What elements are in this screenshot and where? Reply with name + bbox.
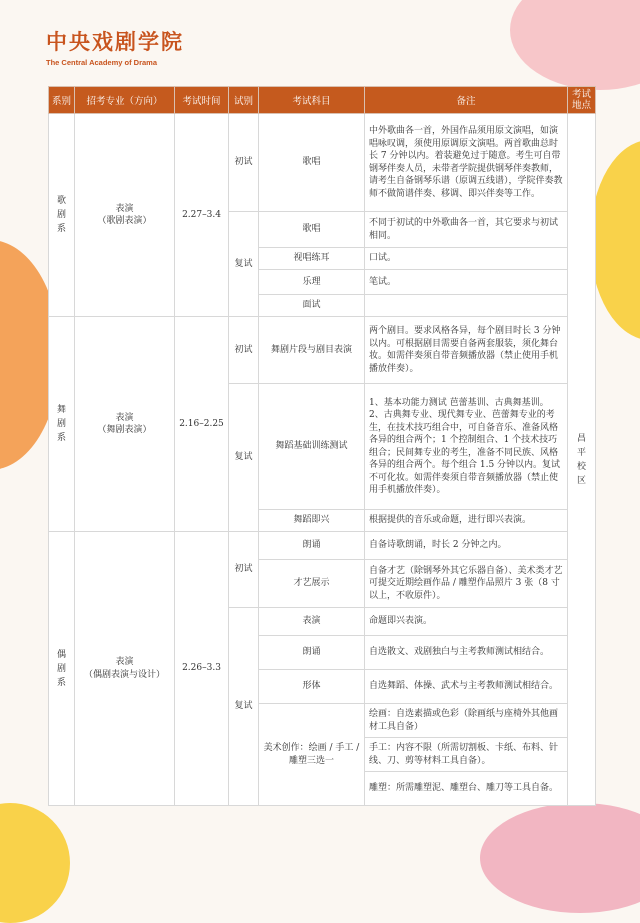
subject-cell: 舞蹈基础训练测试 xyxy=(259,384,365,510)
header-subject: 考试科目 xyxy=(259,87,365,114)
header-notes: 备注 xyxy=(365,87,568,114)
note-cell: 自备诗歌朗诵，时长 2 分钟之内。 xyxy=(365,532,568,560)
subject-cell: 乐理 xyxy=(259,270,365,295)
dept-opera-round1: 初试 xyxy=(229,114,259,212)
dept-puppet-name: 偶剧系 xyxy=(49,532,75,806)
decor-shape-bottom-left xyxy=(0,803,70,923)
exam-location: 昌平校区 xyxy=(568,114,596,806)
note-cell: 两个剧目。要求风格各异，每个剧目时长 3 分钟以内。可根据剧目需要自备两套服装，须化舞台妆。如需伴奏须自带音频播放器（禁止使用手机播放伴奏）。 xyxy=(365,317,568,384)
subject-cell: 面试 xyxy=(259,295,365,317)
subject-cell: 朗诵 xyxy=(259,532,365,560)
decor-shape-top-right xyxy=(510,0,640,90)
table-row xyxy=(49,317,596,384)
dept-dance-round2: 复试 xyxy=(229,384,259,532)
logo-chinese: 中央戏剧学院 xyxy=(46,29,184,54)
dept-dance-major: 表演 （舞剧表演） xyxy=(75,317,175,532)
dept-puppet-round2: 复试 xyxy=(229,608,259,806)
note-cell: 1、基本功能力测试 芭蕾基训、古典舞基训。2、古典舞专业、现代舞专业、芭蕾舞专业的考生，在技术技巧组合中，可自备音乐、准备风格各异的组合两个；1 个控制组合、1 个技术技巧组合；民间舞专业的考生，准备不同民族、风格各异的组合两个。每个组合 1.5 分钟以内。复试不可化妆。如需伴奏须自带音频播放器（禁止使用手机播放伴奏）。 xyxy=(365,384,568,510)
note-cell: 雕塑：所需雕塑泥、雕塑台、雕刀等工具自备。 xyxy=(365,772,568,806)
subject-cell: 朗诵 xyxy=(259,636,365,670)
logo xyxy=(46,26,184,67)
header-round: 试别 xyxy=(229,87,259,114)
note-cell: 笔试。 xyxy=(365,270,568,295)
dept-dance-round1: 初试 xyxy=(229,317,259,384)
note-cell xyxy=(365,295,568,317)
note-cell: 自选舞蹈、体操、武术与主考教师测试相结合。 xyxy=(365,670,568,704)
dept-puppet-round1: 初试 xyxy=(229,532,259,608)
dept-opera-name: 歌剧系 xyxy=(49,114,75,317)
logo-english: The Central Academy of Drama xyxy=(46,58,158,67)
dept-puppet-major: 表演 （偶剧表演与设计） xyxy=(75,532,175,806)
header-major: 招考专业（方向） xyxy=(75,87,175,114)
dept-opera-round2: 复试 xyxy=(229,212,259,317)
decor-shape-right xyxy=(590,140,640,340)
decor-shape-bottom-right xyxy=(480,803,640,913)
dept-puppet-date: 2.26–3.3 xyxy=(175,532,229,806)
subject-cell: 歌唱 xyxy=(259,114,365,212)
note-cell: 自备才艺（除钢琴外其它乐器自备）、美术类才艺可提交近期绘画作品 / 雕塑作品照片 3 张（8 寸以上，不收原件）。 xyxy=(365,560,568,608)
note-cell: 自选散文、戏剧独白与主考教师测试相结合。 xyxy=(365,636,568,670)
note-cell: 根据提供的音乐或命题，进行即兴表演。 xyxy=(365,510,568,532)
exam-schedule-table xyxy=(48,86,596,806)
header-row xyxy=(49,87,596,114)
subject-cell: 才艺展示 xyxy=(259,560,365,608)
note-cell: 口试。 xyxy=(365,248,568,270)
subject-cell: 美术创作：绘画 / 手工 / 雕塑三选一 xyxy=(259,704,365,806)
subject-cell: 表演 xyxy=(259,608,365,636)
table-row xyxy=(49,532,596,560)
header-location: 考试地点 xyxy=(568,87,596,114)
subject-cell: 形体 xyxy=(259,670,365,704)
subject-cell: 歌唱 xyxy=(259,212,365,248)
dept-opera-date: 2.27–3.4 xyxy=(175,114,229,317)
dept-dance-name: 舞剧系 xyxy=(49,317,75,532)
note-cell: 手工：内容不限（所需切割板、卡纸、布料、针线、刀、剪等材料工具自备）。 xyxy=(365,738,568,772)
note-cell: 不同于初试的中外歌曲各一首，其它要求与初试相同。 xyxy=(365,212,568,248)
dept-dance-date: 2.16–2.25 xyxy=(175,317,229,532)
header-department: 系别 xyxy=(49,87,75,114)
table-row xyxy=(49,114,596,212)
subject-cell: 舞蹈即兴 xyxy=(259,510,365,532)
note-cell: 中外歌曲各一首，外国作品须用原文演唱，如演唱咏叹调，须使用原调原文演唱。两首歌曲总时长 7 分钟以内。着装避免过于随意。考生可自带钢琴伴奏人员，未带者学院提供钢琴伴奏教师，请考生自备钢琴乐谱（原调五线谱），学院伴奏教师不做简谱伴奏、移调、即兴伴奏等工作。 xyxy=(365,114,568,212)
subject-cell: 视唱练耳 xyxy=(259,248,365,270)
subject-cell: 舞剧片段与剧目表演 xyxy=(259,317,365,384)
dept-opera-major: 表演 （歌剧表演） xyxy=(75,114,175,317)
header-exam-date: 考试时间 xyxy=(175,87,229,114)
note-cell: 绘画：自选素描或色彩（除画纸与座椅外其他画材工具自备） xyxy=(365,704,568,738)
note-cell: 命题即兴表演。 xyxy=(365,608,568,636)
